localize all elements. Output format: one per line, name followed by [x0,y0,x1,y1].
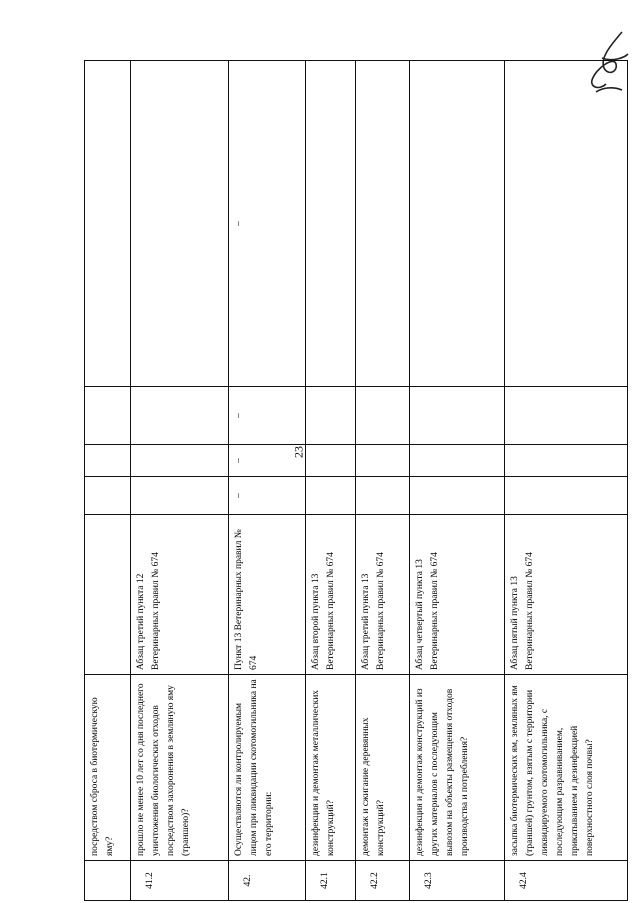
row-number-cell: 42.2 [355,861,409,901]
question-cell: демонтаж и сжигание деревянных конструкций? [355,675,409,861]
reference-cell: Пункт 13 Ветеринарных правил № 674 [229,515,306,675]
status-cell [355,387,409,445]
table-row [409,61,504,901]
status-cell: – [229,61,306,387]
inspection-table [84,60,628,901]
status-cell [131,61,229,387]
status-cell [131,387,229,445]
table-row [85,61,131,901]
row-number-cell: 41.2 [131,861,229,901]
question-cell: Осуществляются ли контролируемым лицом при ликвидации скотомогильника на его территории: [229,675,306,861]
row-number-cell: 42.3 [409,861,504,901]
reference-cell: Абзац третий пункта 13 Ветеринарных правил № 674 [355,515,409,675]
status-cell [131,445,229,477]
table-row [504,61,627,901]
row-number-cell: 42. [229,861,306,901]
question-cell: засыпка биотермических ям, земляных ям (траншей) грунтом, взятым с территории ликвидируемого скотомогильника, с последующим разравниванием, прикатыванием и дезинфекцией поверхностного слоя почвы? [504,675,627,861]
status-cell: – [229,445,306,477]
status-cell [504,61,627,387]
reference-cell: Абзац третий пункта 12 Ветеринарных правил № 674 [131,515,229,675]
status-cell [409,477,504,515]
status-cell [306,61,356,387]
row-number-cell: 42.1 [306,861,356,901]
status-cell [355,445,409,477]
status-cell [306,445,356,477]
status-cell: – [229,477,306,515]
status-cell [504,477,627,515]
status-cell [85,477,131,515]
reference-cell [85,515,131,675]
rotated-table-container [84,61,628,901]
status-cell [306,387,356,445]
page-number: 23 [291,446,306,458]
row-number-cell: 42.4 [504,861,627,901]
status-cell [85,387,131,445]
reference-cell: Абзац пятый пункта 13 Ветеринарных правил № 674 [504,515,627,675]
table-row [131,61,229,901]
reference-cell: Абзац четвертый пункта 13 Ветеринарных правил № 674 [409,515,504,675]
row-number-cell [85,861,131,901]
table-row [306,61,356,901]
status-cell [409,61,504,387]
question-cell: дезинфекция и демонтаж металлических конструкций? [306,675,356,861]
status-cell [306,477,356,515]
status-cell [409,387,504,445]
table-row [355,61,409,901]
status-cell [504,387,627,445]
question-cell: посредством сброса в биотермическую яму? [85,675,131,861]
status-cell [504,445,627,477]
question-cell: прошло не менее 10 лет со дня последнего уничтожения биологических отходов посредством захоронения в земляную яму (траншею)? [131,675,229,861]
status-cell: – [229,387,306,445]
reference-cell: Абзац второй пункта 13 Ветеринарных правил № 674 [306,515,356,675]
status-cell [409,445,504,477]
status-cell [131,477,229,515]
status-cell [85,61,131,387]
table-row [229,61,306,901]
status-cell [355,477,409,515]
status-cell [355,61,409,387]
status-cell [85,445,131,477]
question-cell: дезинфекция и демонтаж конструкций из других материалов с последующим вывозом на объекты размещения отходов производства и потребления? [409,675,504,861]
